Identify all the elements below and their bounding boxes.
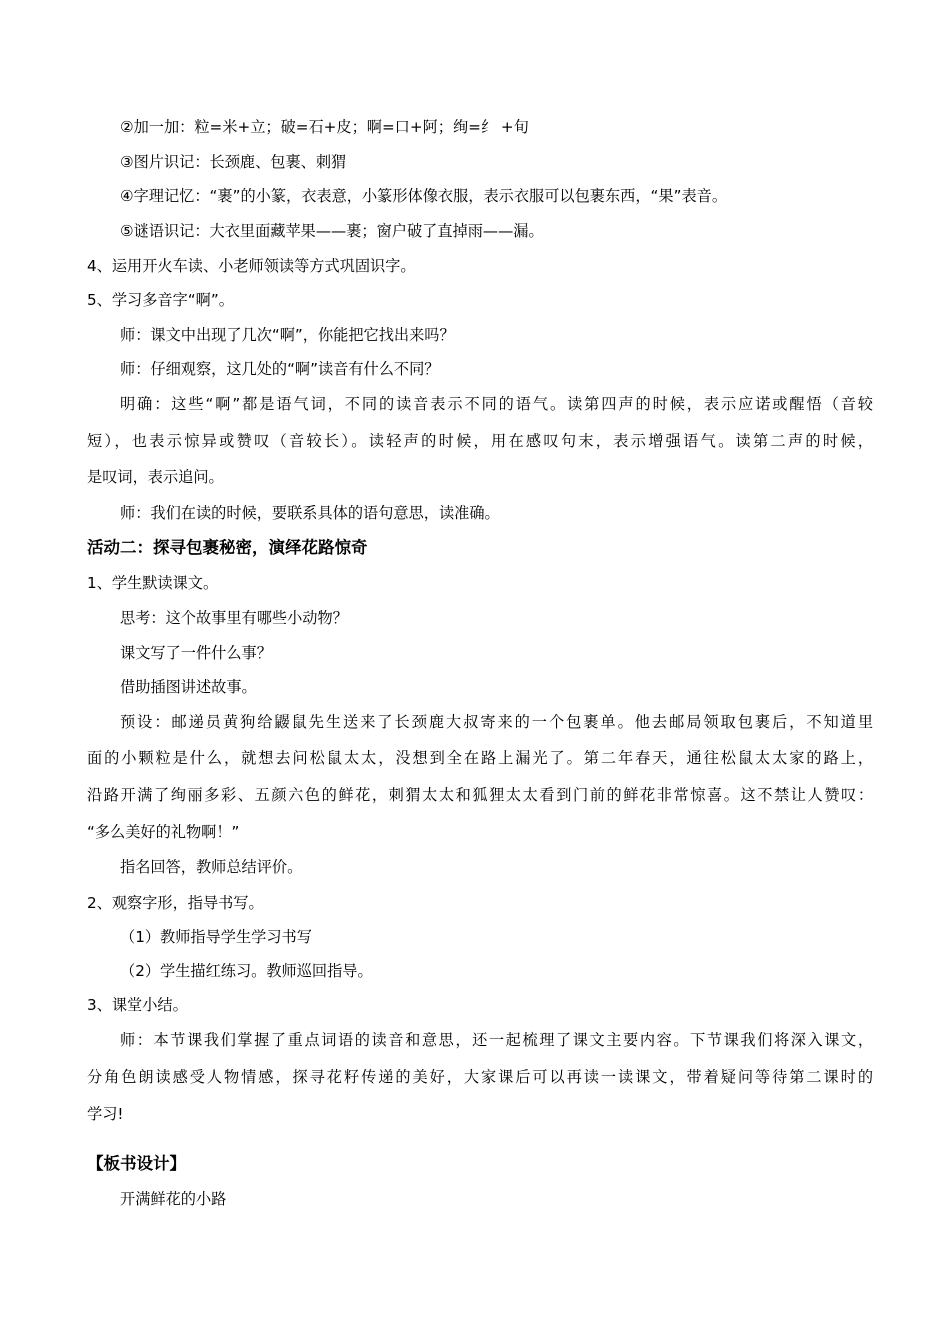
text-line: 师：我们在读的时候，要联系具体的语句意思，读准确。	[120, 504, 500, 522]
text-line: 1、学生默读课文。	[87, 574, 219, 592]
text-line: 3、课堂小结。	[87, 996, 188, 1014]
text-line: 明确：这些“啊”都是语气词，不同的读音表示不同的语气。读第四声的时候，表示应诺或醒悟（音较	[120, 395, 873, 413]
text-line: 短），也表示惊异或赞叹（音较长）。读轻声的时候，用在感叹句末，表示增强语气。读第二声的时候，	[87, 432, 873, 450]
text-line: “多么美好的礼物啊！”	[87, 823, 240, 841]
text-line: 思考：这个故事里有哪些小动物？	[120, 609, 348, 627]
text-line: 学习!	[87, 1105, 124, 1123]
section-heading: 【板书设计】	[87, 1154, 186, 1173]
text-line: 课文写了一件什么事？	[120, 644, 272, 662]
text-line: ⑤谜语识记：大衣里面藏苹果——裹；窗户破了直掉雨——漏。	[120, 222, 544, 240]
text-line: 5、学习多音字“啊”。	[87, 291, 234, 309]
text-line: 指名回答，教师总结评价。	[120, 858, 303, 876]
text-line: ②加一加：粒=米+立；破=石+皮；啊=口+阿；绚=纟 +旬	[120, 118, 529, 136]
text-line: 师：本节课我们掌握了重点词语的读音和意思，还一起梳理了课文主要内容。下节课我们将深入课文，	[120, 1031, 873, 1049]
text-line: 是叹词，表示追问。	[87, 468, 224, 486]
text-line: ③图片识记：长颈鹿、包裹、刺猬	[120, 153, 347, 171]
text-line: 面的小颗粒是什么，就想去问松鼠太太，没想到全在路上漏光了。第二年春天，通往松鼠太太家的路上，	[87, 749, 873, 767]
section-heading: 活动二：探寻包裹秘密，演绎花路惊奇	[87, 538, 368, 557]
text-line: （1）教师指导学生学习书写	[120, 928, 312, 946]
text-line: 2、观察字形，指导书写。	[87, 894, 264, 912]
text-line: 预设：邮递员黄狗给鼹鼠先生送来了长颈鹿大叔寄来的一个包裹单。他去邮局领取包裹后，不知道里	[120, 713, 873, 731]
text-line: 师：课文中出现了几次“啊”，你能把它找出来吗？	[120, 326, 455, 344]
text-line: 师：仔细观察，这几处的“啊”读音有什么不同？	[120, 360, 440, 378]
text-line: 4、运用开火车读、小老师领读等方式巩固识字。	[87, 257, 416, 275]
text-line: 分角色朗读感受人物情感，探寻花籽传递的美好，大家课后可以再读一读课文，带着疑问等待第二课时的	[87, 1068, 873, 1086]
text-line: ④字理记忆：“裹”的小篆，衣表意，小篆形体像衣服，表示衣服可以包裹东西，“果”表音。	[120, 187, 728, 205]
text-line: （2）学生描红练习。教师巡回指导。	[120, 962, 373, 980]
text-line: 开满鲜花的小路	[120, 1190, 227, 1208]
text-line: 沿路开满了绚丽多彩、五颜六色的鲜花，刺猬太太和狐狸太太看到门前的鲜花非常惊喜。这不禁让人赞叹：	[87, 786, 873, 804]
text-line: 借助插图讲述故事。	[120, 678, 257, 696]
